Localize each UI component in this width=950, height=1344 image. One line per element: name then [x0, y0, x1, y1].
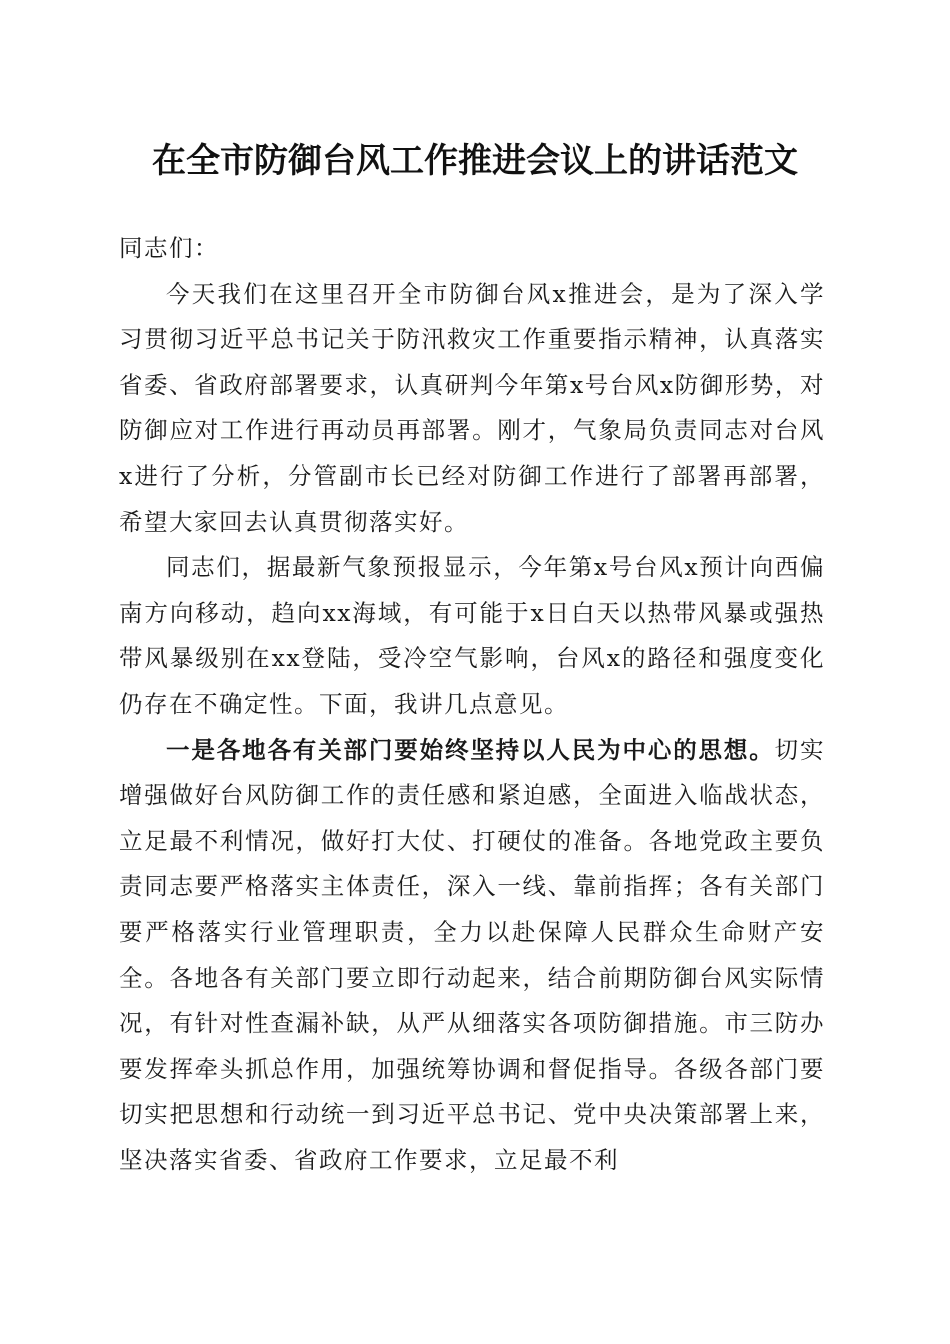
document-title: 在全市防御台风工作推进会议上的讲话范文	[152, 141, 798, 181]
paragraph-point-one	[119, 728, 825, 1184]
paragraph-lead-heading: 一是各地各有关部门要始终坚持以人民为中心的思想。	[166, 735, 775, 764]
paragraph-text: 切实增强做好台风防御工作的责任感和紧迫感，全面进入临战状态，立足最不利情况，做好打大仗、打硬仗的准备。各地党政主要负责同志要严格落实主体责任，深入一线、靠前指挥；各有关部门要严格落实行业管理职责，全力以赴保障人民群众生命财产安全。各地各有关部门要立即行动起来，结合前期防御台风实际情况，有针对性查漏补缺，从严从细落实各项防御措施。市三防办要发挥牵头抓总作用，加强统筹协调和督促指导。各级各部门要切实把思想和行动统一到习近平总书记、党中央决策部署上来，坚决落实省委、省政府工作要求，立足最不利	[119, 735, 826, 1174]
paragraph-text: 同志们，据最新气象预报显示，今年第x号台风x预计向西偏南方向移动，趋向xx海域，有可能于x日白天以热带风暴或强热带风暴级别在xx登陆，受冷空气影响，台风x的路径和强度变化仍存在不确定性。下面，我讲几点意见。	[119, 553, 825, 718]
document-body	[119, 226, 825, 1183]
paragraph-forecast	[119, 545, 825, 727]
paragraph-text: 今天我们在这里召开全市防御台风x推进会，是为了深入学习贯彻习近平总书记关于防汛救灾工作重要指示精神，认真落实省委、省政府部署要求，认真研判今年第x号台风x防御形势，对防御应对工作进行再动员再部署。刚才，气象局负责同志对台风x进行了分析，分管副市长已经对防御工作进行了部署再部署，希望大家回去认真贯彻落实好。	[119, 279, 825, 536]
salutation: 同志们：	[119, 234, 219, 262]
paragraph-opening	[119, 272, 825, 546]
